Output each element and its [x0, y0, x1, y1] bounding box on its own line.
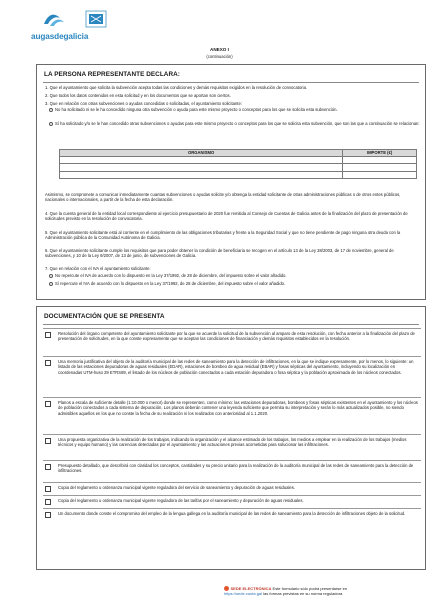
option-other-aid[interactable] [49, 121, 421, 126]
doc-item-planos[interactable] [43, 397, 421, 434]
doc-item-reglamento-servicio[interactable] [43, 482, 421, 495]
doc-item-text: Presupuesto detallado, que describirá con claridad los conceptos, cantidades y su precio unitario para la realización de la auditoría municipal de las redes de saneamiento para la detección de infiltraciones. [58, 463, 414, 474]
annex-title: ANEXO I [210, 47, 229, 52]
importe-cell[interactable] [343, 171, 417, 178]
doc-item-text: Una propuesta organizativa de la realización de los trabajos, indicando la organización y el alcance estimado de los trabajos, los medios a emplear en la realización de los trabajos (medios técnicos y equipo humano) y las carencias detectadas por el ayuntamiento y las actuaciones previas acometidas para solucionar las infiltraciones. [58, 437, 407, 448]
option-no-other-aid[interactable] [49, 107, 421, 112]
table-row [60, 171, 417, 178]
doc-item-text: Una memoria justificativa del objeto de la auditoría municipal de las redes de saneamiento para la detección de infiltraciones, en la que se indique expresamente, por lo menos, lo siguiente: un listado de las estaciones depuradoras de aguas residuales (EDAR), estaciones de bombeo de agua residual (EBAR) y fosas sépticas del ayuntamiento, incluyendo su localización en coordenadas UTM-huso 29 ETRS89, el listado de los núcleos de población conectados a cada estación depuradora o fosa séptica y la población aproximada de los núcleos conectados. [58, 359, 414, 375]
table-row [60, 164, 417, 171]
declaration-item-1: 1. Que el ayuntamiento que solicita la subvención acepta todas las condiciones y demás requisitos exigidos en la resolución de convocatoria. [45, 85, 308, 90]
checkbox[interactable] [45, 512, 51, 518]
footer-text-1: Este formulario sólo podrá presentarse en [272, 586, 348, 592]
organismo-cell[interactable] [60, 164, 343, 171]
declaration-item-2: 2. Que todos los datos contenidos en esta solicitud y en los documentos que se aportan son ciertos. [45, 93, 231, 98]
declaration-item-5: 5. Que el ayuntamiento solicitante está al corriente en el cumplimiento de las obligaciones tributarias y frente a la Seguridad Social y que no tiene pendiente de pago ninguna otra deuda con la Administración pública de la Comunidad Autónoma de Galicia. [45, 230, 401, 241]
declaration-item-6: 6. Que el ayuntamiento solicitante cumple los requisitos que para poder obtener la condición de beneficiaria se recogen en el artículo 13 de la Ley 38/2003, de 17 de noviembre, general de subvenciones, y 10 de la Ley 9/2007, de 13 de junio, de subvenciones de Galicia. [45, 248, 394, 259]
checkbox[interactable] [45, 438, 51, 444]
radio-button[interactable] [49, 122, 53, 126]
col-header-organismo: ORGANISMO [60, 150, 343, 157]
other-aid-table [59, 149, 417, 179]
checkbox[interactable] [45, 464, 51, 470]
radio-button[interactable] [49, 274, 53, 278]
logo-mark-icon [42, 10, 108, 28]
option-label: No repercute el IVA de acuerdo con lo dispuesto en la Ley 37/1992, de 28 de diciembre, del impuesto sobre el valor añadido. [55, 273, 287, 278]
section-divider [43, 82, 419, 83]
declaration-item-7: 7. Que en relación con el IVA el ayuntamiento solicitante: [45, 266, 151, 271]
doc-item-presupuesto[interactable] [43, 460, 421, 482]
footer-note [224, 586, 434, 597]
importe-cell[interactable] [343, 164, 417, 171]
annex-subtitle: (continuación) [206, 54, 233, 59]
doc-item-reglamento-tarifas[interactable] [43, 495, 421, 508]
checkbox[interactable] [45, 360, 51, 366]
augas-de-galicia-logo [12, 10, 108, 50]
doc-item-propuesta[interactable] [43, 434, 421, 460]
organismo-cell[interactable] [60, 157, 343, 164]
option-label: No ha solicitado ni se le ha concedido ninguna otra subvención o ayuda para este mismo proyecto o conceptos para los que se solicita esta subvención. [55, 107, 338, 112]
option-no-iva[interactable] [49, 273, 421, 278]
doc-item-lengua-gallega[interactable] [43, 508, 421, 528]
declaration-item-4: 4. Que la cuenta general de la entidad local correspondiente al ejercicio presupuestario de 2020 fue remitida al Consejo de Cuentas de Galicia antes de la finalización del plazo de presentación de solicitudes previsto en la resolución de convocatoria. [45, 211, 408, 222]
checkbox[interactable] [45, 401, 51, 407]
footer-brand: SEDE ELECTRÓNICA [230, 586, 272, 592]
table-row [60, 157, 417, 164]
col-header-importe: IMPORTE (€) [343, 150, 417, 157]
doc-item-text: Resolución del órgano competente del ayuntamiento solicitante por la que se acuerde la solicitud de la subvención al amparo de esta resolución, con fecha anterior a la finalización del plazo de presentación de solicitudes, en la que conste expresamente que se aceptan las condiciones de financiación y demás requisitos establecidos en la resolución. [58, 331, 415, 342]
doc-item-text: Copia del reglamento u ordenanza municipal vigente reguladora de las tarifas por el saneamiento y depuración de aguas residuales. [58, 498, 304, 503]
option-label: Sí repercute el IVA de acuerdo con lo dispuesto en la Ley 37/1992, de 28 de diciembre, del impuesto sobre el valor añadido. [55, 281, 286, 286]
organismo-cell[interactable] [60, 171, 343, 178]
radio-button[interactable] [49, 282, 53, 286]
declaration-item-3: 3. Que en relación con otras subvenciones o ayudas concedidas o solicitadas, el ayuntamiento solicitante: [45, 101, 242, 106]
declaration-title: LA PERSONA REPRESENTANTE DECLARA: [44, 71, 180, 78]
commitment-text: Asimismo, se compromete a comunicar inmediatamente cuantas subvenciones o ayudas solicite y/o obtenga la entidad solicitante de otras administraciones públicas o de otros entes públicos, nacionales o internacionales, a partir de la fecha de esta declaración. [45, 192, 401, 203]
documentation-title: DOCUMENTACIÓN QUE SE PRESENTA [44, 313, 165, 320]
sede-electronica-icon [224, 586, 229, 591]
option-yes-iva[interactable] [49, 281, 421, 286]
doc-item-text: Copia del reglamento u ordenanza municipal vigente reguladora del servicio de saneamiento y depuración de aguas residuales. [58, 485, 295, 490]
section-divider [43, 324, 419, 325]
radio-button[interactable] [49, 108, 53, 112]
option-label: Sí ha solicitado y/o se le han concedido otras subvenciones o ayudas para este mismo proyecto o conceptos para los que se solicita esta subvención, que son las que a continuación se relacionan: [55, 121, 420, 126]
doc-item-resolution[interactable] [43, 328, 421, 356]
checkbox[interactable] [45, 332, 51, 338]
checkbox[interactable] [45, 486, 51, 492]
importe-cell[interactable] [343, 157, 417, 164]
doc-item-text: Planos a escala de suficiente detalle (1:10.000 o menor) donde se representen, como mínimo: las estaciones depuradoras, bombeos y fosas sépticas existentes en el ayuntamiento y los núcleos de población conectados a cada sistema de depuración. Los planos deberán contener una leyenda suficiente que permita su interpretación y serán lo más actualizados posible, no siendo admisibles aquellos en los que no conste la fecha de su realización ni los realizados con anterioridad al 1.1.2020. [58, 400, 418, 416]
doc-item-memoria[interactable] [43, 356, 421, 397]
documentation-section [36, 306, 426, 570]
doc-item-text: Un documento donde conste el compromiso del empleo de la lengua gallega en la auditoría municipal de las redes de saneamiento para la detección de infiltraciones objeto de la solicitud. [58, 511, 406, 516]
declaration-section [36, 64, 426, 300]
checkbox[interactable] [45, 499, 51, 505]
footer-text-2: las formas previstas en su norma reguladora [263, 591, 343, 597]
footer-url-link[interactable]: https://sede.xunta.gal [224, 591, 263, 597]
logo-text: augasdegalicia [31, 32, 89, 41]
